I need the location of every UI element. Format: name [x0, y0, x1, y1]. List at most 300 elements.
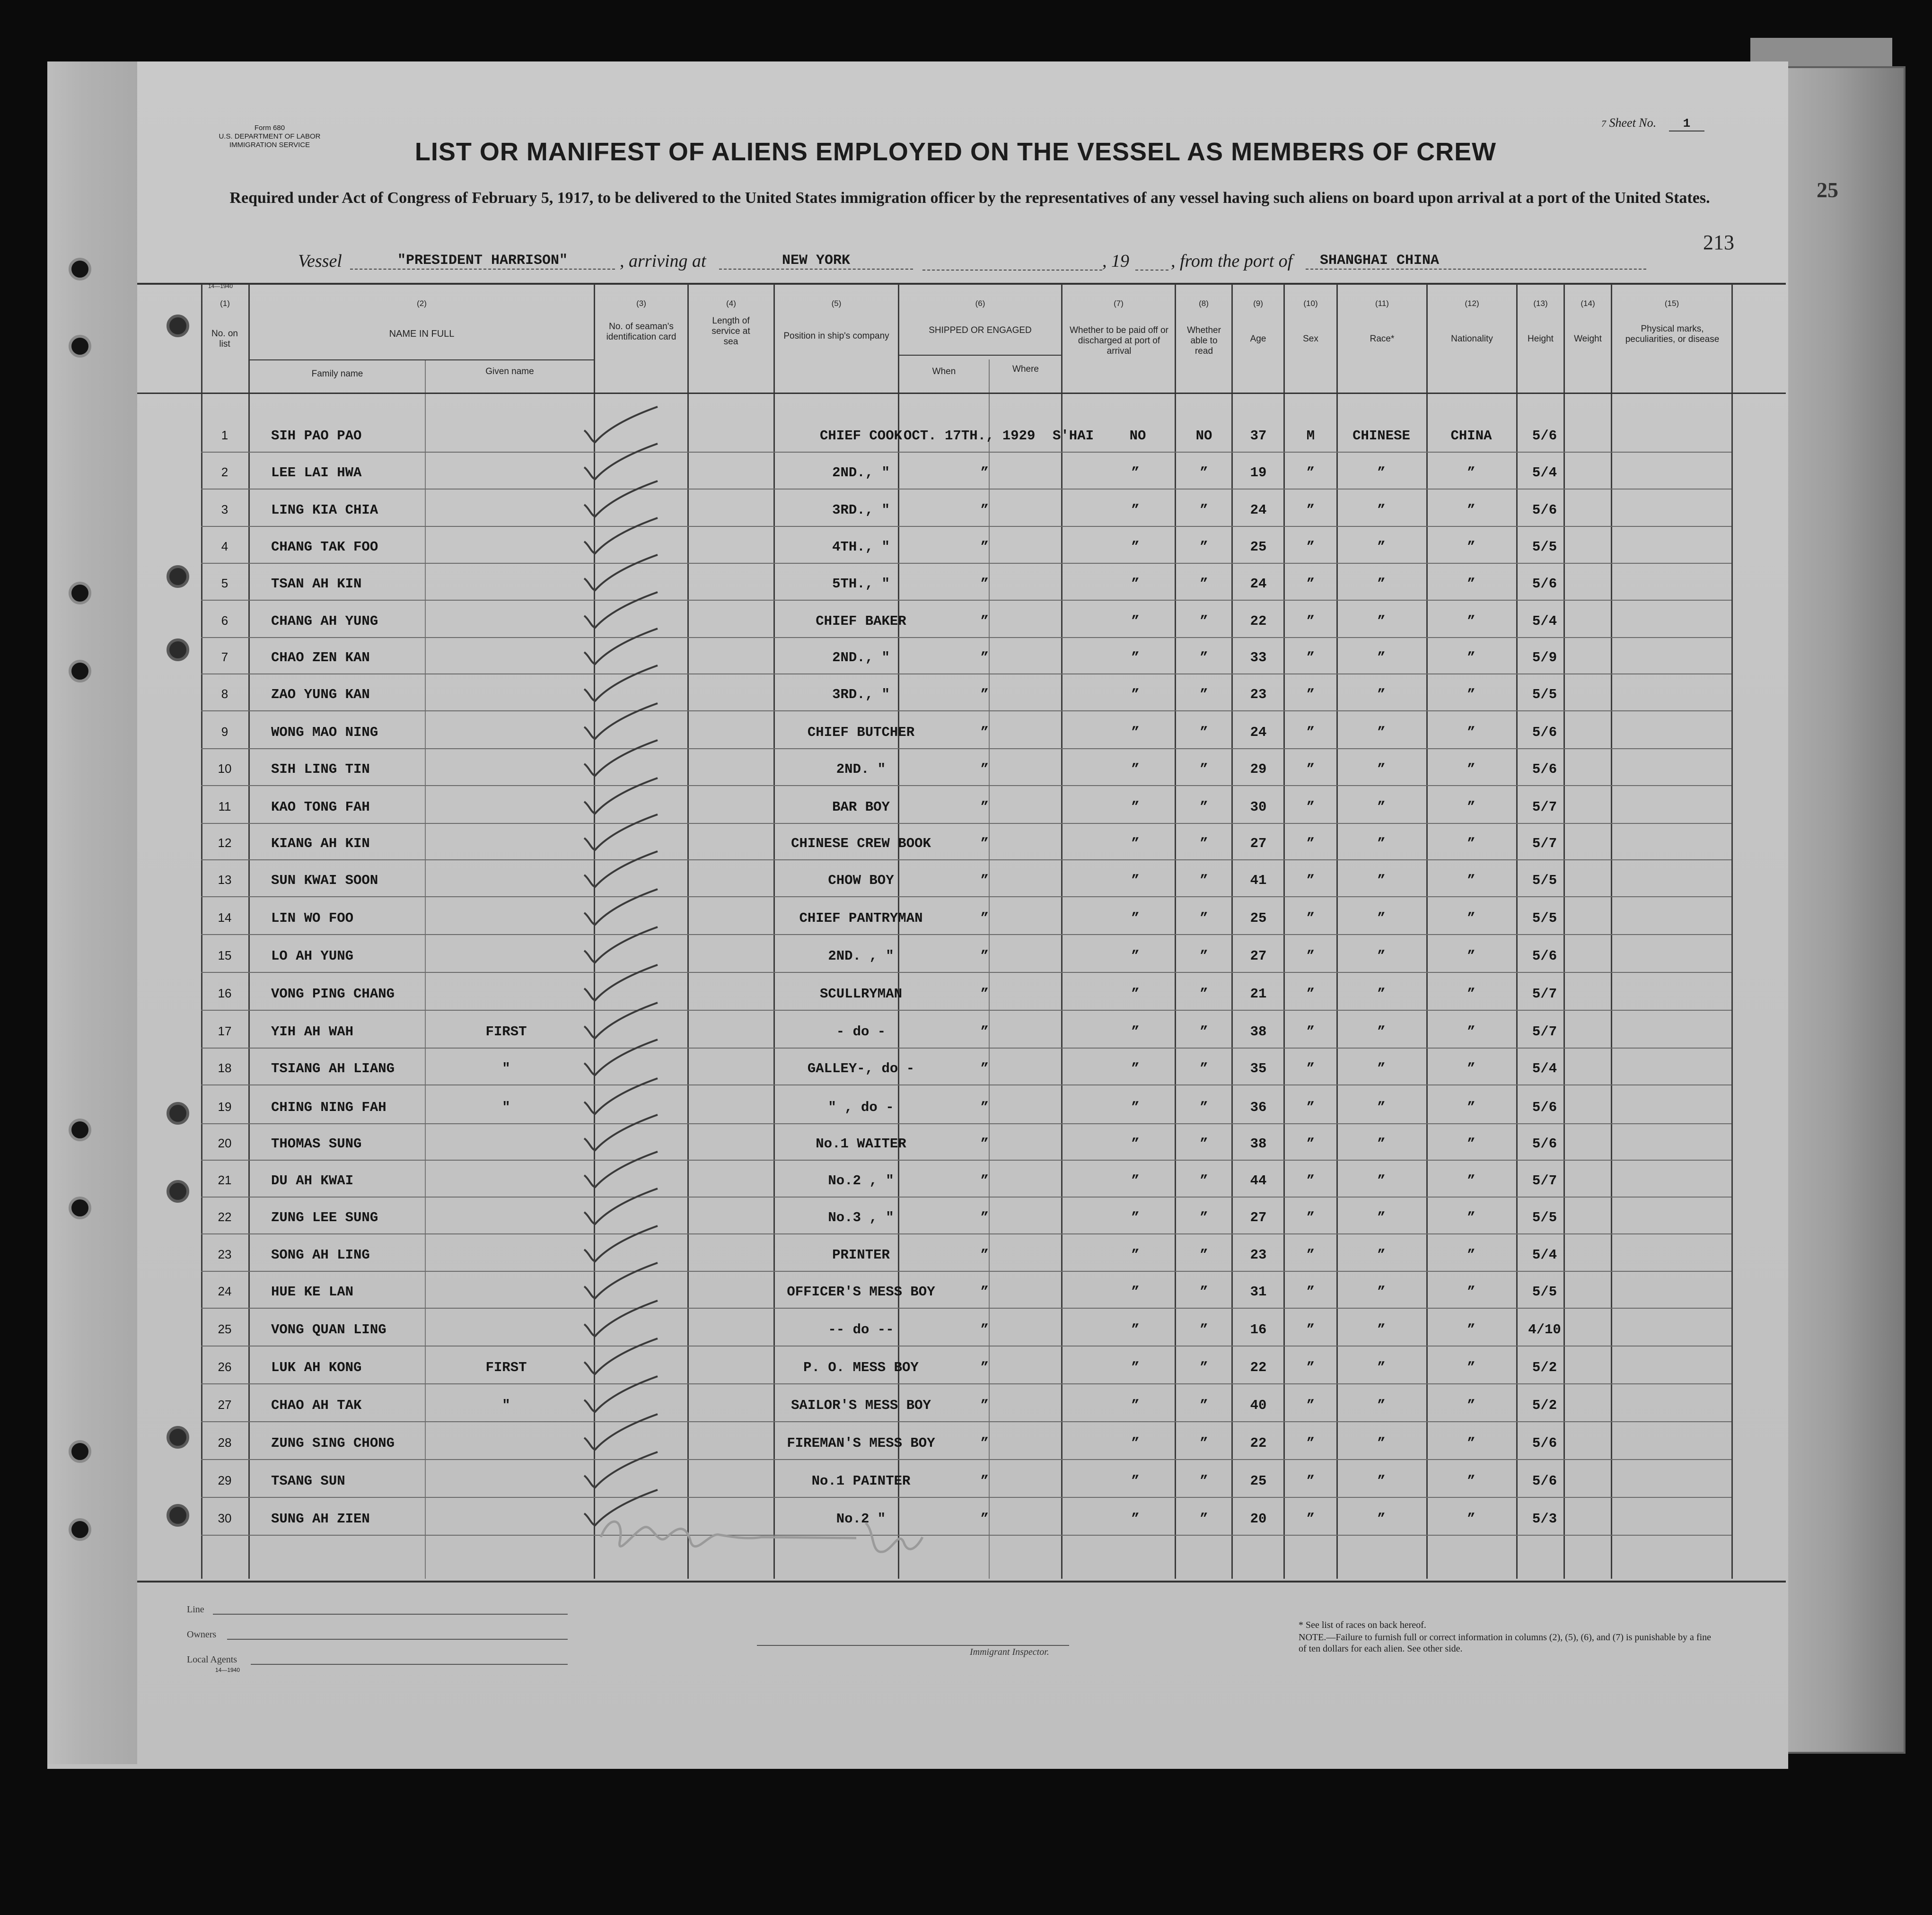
row-height: 5/7 [1532, 799, 1557, 815]
row-divider [201, 563, 1731, 564]
row-height: 5/3 [1532, 1511, 1557, 1527]
row-sex: ” [1306, 836, 1315, 851]
row-when: ” [980, 650, 989, 665]
row-age: 25 [1250, 1473, 1267, 1489]
row-sex: ” [1306, 1100, 1315, 1115]
row-paid-off: ” [1131, 799, 1140, 815]
row-name: SIH PAO PAO [271, 428, 362, 444]
row-age: 22 [1250, 1435, 1267, 1451]
row-age: 22 [1250, 1360, 1267, 1375]
row-nationality: ” [1467, 986, 1475, 1002]
row-divider [201, 1459, 1731, 1460]
row-name: TSAN AH KIN [271, 576, 362, 592]
row-no: 9 [221, 725, 228, 739]
col-label-no: No. on list [211, 329, 238, 349]
column-divider [989, 359, 990, 1579]
row-nationality: ” [1467, 1435, 1475, 1451]
row-read: ” [1200, 465, 1208, 481]
row-paid-off: ” [1131, 910, 1140, 926]
row-divider [201, 1308, 1731, 1309]
row-when: ” [980, 687, 989, 702]
row-height: 5/5 [1532, 1284, 1557, 1300]
row-paid-off: ” [1131, 1247, 1140, 1263]
row-no: 7 [221, 650, 228, 664]
row-name: ZAO YUNG KAN [271, 687, 370, 702]
row-no: 18 [218, 1061, 232, 1075]
row-when: ” [980, 576, 989, 592]
row-no: 21 [218, 1173, 232, 1187]
row-paid-off: ” [1131, 650, 1140, 665]
row-height: 5/6 [1532, 1100, 1557, 1115]
row-position: SCULLRYMAN [819, 986, 903, 1002]
row-age: 16 [1250, 1322, 1267, 1338]
vessel-label: Vessel [298, 251, 342, 271]
row-nationality: ” [1467, 1136, 1475, 1152]
row-race: ” [1377, 539, 1386, 555]
row-race: ” [1377, 1511, 1386, 1527]
row-divider [201, 1497, 1731, 1498]
row-no: 10 [218, 761, 232, 776]
punch-hole [69, 335, 91, 358]
row-name: CHAO ZEN KAN [271, 650, 370, 665]
row-divider [201, 823, 1731, 824]
row-height: 5/4 [1532, 1247, 1557, 1263]
row-paid-off: ” [1131, 1473, 1140, 1489]
punch-hole [69, 1119, 91, 1141]
row-when: ” [980, 1360, 989, 1375]
footer-line-label: Line [187, 1604, 204, 1615]
row-height: 5/6 [1532, 725, 1557, 740]
row-divider [201, 1535, 1731, 1536]
row-age: 38 [1250, 1136, 1267, 1152]
row-no: 11 [218, 799, 231, 813]
check-mark-icon [577, 1037, 667, 1080]
row-position: 3RD., " [832, 502, 890, 518]
row-age: 37 [1250, 428, 1267, 444]
row-position: No.3 , " [828, 1210, 894, 1225]
row-given: " [502, 1061, 510, 1076]
row-when: ” [980, 1284, 989, 1300]
column-divider [1283, 284, 1285, 1579]
row-name: LO AH YUNG [271, 948, 354, 964]
row-sex: ” [1306, 986, 1315, 1002]
col-label-id-card: No. of seaman's identification card [606, 322, 676, 342]
row-position: No.2 , " [828, 1173, 894, 1189]
row-position: CHIEF PANTRYMAN [799, 910, 923, 926]
row-where: S'HAI [1053, 428, 1094, 444]
row-sex: ” [1306, 1360, 1315, 1375]
row-nationality: ” [1467, 910, 1475, 926]
punch-hole [69, 258, 91, 280]
row-sex: ” [1306, 1473, 1315, 1489]
row-when: ” [980, 613, 989, 629]
row-divider [201, 1160, 1731, 1161]
row-no: 6 [221, 613, 228, 628]
row-read: ” [1200, 502, 1208, 518]
row-position: 5TH., " [832, 576, 890, 592]
row-age: 19 [1250, 465, 1267, 481]
row-race: ” [1377, 687, 1386, 702]
row-when: ” [980, 761, 989, 777]
row-name: TSIANG AH LIANG [271, 1061, 395, 1076]
header-divider [898, 355, 1061, 356]
check-mark-icon [577, 701, 667, 743]
row-sex: ” [1306, 1435, 1315, 1451]
check-mark-icon [577, 516, 667, 558]
row-race: ” [1377, 1100, 1386, 1115]
row-nationality: ” [1467, 1173, 1475, 1189]
row-paid-off: ” [1131, 1210, 1140, 1225]
row-read: ” [1200, 1100, 1208, 1115]
row-divider [201, 1048, 1731, 1049]
col-label-name: NAME IN FULL [389, 329, 455, 339]
row-sex: ” [1306, 1024, 1315, 1040]
row-height: 5/5 [1532, 910, 1557, 926]
row-paid-off: ” [1131, 1136, 1140, 1152]
row-height: 5/5 [1532, 539, 1557, 555]
row-position: 2ND. , " [828, 948, 894, 964]
from-port-label: , from the port of [1171, 251, 1293, 271]
row-divider [201, 896, 1731, 897]
row-no: 22 [218, 1210, 232, 1224]
row-no: 14 [218, 910, 232, 925]
row-sex: ” [1306, 1061, 1315, 1076]
row-given: " [502, 1398, 510, 1413]
row-name: LEE LAI HWA [271, 465, 362, 481]
col-num: (1) [220, 299, 230, 308]
manifest-title: LIST OR MANIFEST OF ALIENS EMPLOYED ON THE VESSEL AS MEMBERS OF CREW [414, 138, 1497, 166]
row-age: 21 [1250, 986, 1267, 1002]
row-height: 5/7 [1532, 836, 1557, 851]
row-no: 12 [218, 836, 232, 850]
row-divider [201, 1346, 1731, 1347]
row-nationality: ” [1467, 836, 1475, 851]
row-read: ” [1200, 1247, 1208, 1263]
row-nationality: ” [1467, 799, 1475, 815]
row-name: SUNG AH ZIEN [271, 1511, 370, 1527]
column-divider [1231, 284, 1233, 1579]
row-sex: ” [1306, 1398, 1315, 1413]
check-mark-icon [577, 849, 667, 892]
row-divider [201, 972, 1731, 973]
row-no: 15 [218, 948, 232, 962]
row-age: 31 [1250, 1284, 1267, 1300]
row-name: VONG QUAN LING [271, 1322, 386, 1338]
row-name: CHAO AH TAK [271, 1398, 362, 1413]
header-bottom [137, 393, 1786, 394]
row-read: ” [1200, 948, 1208, 964]
row-when: ” [980, 1473, 989, 1489]
row-read: ” [1200, 650, 1208, 665]
col-label-paid-off: Whether to be paid off or discharged at port of arrival [1070, 325, 1168, 356]
row-sex: ” [1306, 1210, 1315, 1225]
row-nationality: ” [1467, 539, 1475, 555]
column-divider [1731, 284, 1733, 1579]
row-paid-off: ” [1131, 761, 1140, 777]
row-divider [201, 600, 1731, 601]
check-mark-icon [577, 738, 667, 780]
row-sex: ” [1306, 650, 1315, 665]
row-race: ” [1377, 948, 1386, 964]
col-num: (10) [1303, 299, 1318, 308]
row-position: SAILOR'S MESS BOY [791, 1398, 931, 1413]
row-position: - do - [836, 1024, 886, 1040]
row-name: ZUNG LEE SUNG [271, 1210, 378, 1225]
row-no: 28 [218, 1435, 232, 1450]
col-num: (12) [1465, 299, 1479, 308]
row-when: ” [980, 1100, 989, 1115]
row-paid-off: ” [1131, 948, 1140, 964]
row-sex: ” [1306, 687, 1315, 702]
row-height: 5/6 [1532, 1435, 1557, 1451]
check-mark-icon [577, 552, 667, 595]
col-num: (15) [1664, 299, 1679, 308]
col-num: (4) [726, 299, 736, 308]
row-name: THOMAS SUNG [271, 1136, 362, 1152]
row-read: ” [1200, 1511, 1208, 1527]
row-no: 3 [221, 502, 228, 516]
check-mark-icon [577, 1000, 667, 1043]
binding-margin [47, 61, 137, 1764]
row-no: 2 [221, 465, 228, 479]
punch-hole [69, 1518, 91, 1541]
row-divider [201, 859, 1731, 860]
row-age: 25 [1250, 539, 1267, 555]
row-when: ” [980, 1247, 989, 1263]
sheet-number: 1 [1669, 116, 1705, 131]
row-divider [201, 1084, 1731, 1085]
row-no: 25 [218, 1322, 232, 1336]
column-divider [1426, 284, 1428, 1579]
row-sex: ” [1306, 502, 1315, 518]
row-divider [201, 1123, 1731, 1124]
row-divider [201, 710, 1731, 711]
check-mark-icon [577, 441, 667, 484]
row-sex: ” [1306, 761, 1315, 777]
row-paid-off: ” [1131, 1360, 1140, 1375]
row-race: ” [1377, 1473, 1386, 1489]
row-when: ” [980, 836, 989, 851]
row-race: ” [1377, 910, 1386, 926]
row-when: ” [980, 1210, 989, 1225]
col-num: (11) [1375, 299, 1389, 308]
row-nationality: ” [1467, 1024, 1475, 1040]
check-mark-icon [577, 1336, 667, 1379]
sheet-label: Sheet No. [1609, 116, 1657, 130]
row-divider [201, 1383, 1731, 1384]
row-no: 8 [221, 687, 228, 701]
row-race: ” [1377, 1360, 1386, 1375]
footer-agents-blank [251, 1664, 568, 1665]
row-sex: ” [1306, 873, 1315, 888]
row-height: 5/7 [1532, 986, 1557, 1002]
check-mark-icon [577, 1112, 667, 1155]
row-divider [201, 673, 1731, 674]
row-position: 2ND., " [832, 465, 890, 481]
row-paid-off: ” [1131, 725, 1140, 740]
row-name: VONG PING CHANG [271, 986, 395, 1002]
row-paid-off: ” [1131, 1398, 1140, 1413]
row-position: No.1 WAITER [816, 1136, 906, 1152]
row-when: ” [980, 948, 989, 964]
inspector-line [757, 1645, 1069, 1646]
year-blank [1135, 270, 1168, 271]
row-race: ” [1377, 1173, 1386, 1189]
row-read: ” [1200, 539, 1208, 555]
row-name: LIN WO FOO [271, 910, 354, 926]
row-sex: ” [1306, 1136, 1315, 1152]
col-num: (9) [1253, 299, 1263, 308]
col-label-family: Family name [311, 369, 363, 379]
col-label-when: When [932, 367, 956, 376]
row-height: 5/6 [1532, 948, 1557, 964]
row-paid-off: ” [1131, 539, 1140, 555]
row-name: SONG AH LING [271, 1247, 370, 1263]
row-read: ” [1200, 1322, 1208, 1338]
header-divider [248, 359, 594, 360]
row-position: No.2 " [836, 1511, 886, 1527]
manifest-subtitle: Required under Act of Congress of February 5, 1917, to be delivered to the United States immigration officer by the representatives of any vessel having such aliens on board upon arrival at a port of the United States. [229, 189, 1710, 207]
row-read: ” [1200, 613, 1208, 629]
row-nationality: ” [1467, 613, 1475, 629]
col-label-given: Given name [485, 367, 534, 376]
row-read: ” [1200, 986, 1208, 1002]
footnote-note: NOTE.—Failure to furnish full or correct information in columns (2), (5), (6), and (7) is punishable by a fine of ten dollars for each alien. See other side. [1299, 1632, 1712, 1654]
col-label-service: Length of service at sea [711, 316, 750, 347]
row-when: ” [980, 799, 989, 815]
column-divider [1516, 284, 1518, 1579]
column-divider [201, 284, 202, 1579]
row-position: CHIEF BAKER [816, 613, 906, 629]
check-mark-icon [577, 1298, 667, 1341]
row-race: ” [1377, 1398, 1386, 1413]
row-name: KAO TONG FAH [271, 799, 370, 815]
row-age: 24 [1250, 502, 1267, 518]
row-height: 5/6 [1532, 1473, 1557, 1489]
row-when: ” [980, 539, 989, 555]
row-position: GALLEY-, do - [807, 1061, 915, 1076]
row-when: ” [980, 1435, 989, 1451]
row-nationality: ” [1467, 761, 1475, 777]
row-name: HUE KE LAN [271, 1284, 354, 1300]
row-race: ” [1377, 1024, 1386, 1040]
row-nationality: ” [1467, 873, 1475, 888]
page-number: 213 [1703, 231, 1734, 254]
check-mark-icon [577, 925, 667, 967]
row-sex: ” [1306, 1284, 1315, 1300]
row-nationality: ” [1467, 1511, 1475, 1527]
check-mark-icon [577, 626, 667, 669]
row-height: 5/4 [1532, 1061, 1557, 1076]
row-sex: ” [1306, 799, 1315, 815]
row-height: 5/6 [1532, 576, 1557, 592]
row-no: 16 [218, 986, 232, 1000]
check-mark-icon [577, 1224, 667, 1266]
row-nationality: ” [1467, 502, 1475, 518]
row-name: KIANG AH KIN [271, 836, 370, 851]
row-race: ” [1377, 761, 1386, 777]
row-race: ” [1377, 725, 1386, 740]
row-paid-off: ” [1131, 836, 1140, 851]
row-read: ” [1200, 1473, 1208, 1489]
row-name: WONG MAO NING [271, 725, 378, 740]
row-no: 20 [218, 1136, 232, 1150]
row-height: 5/2 [1532, 1360, 1557, 1375]
col-label-nationality: Nationality [1451, 334, 1493, 344]
row-sex: ” [1306, 465, 1315, 481]
row-position: No.1 PAINTER [811, 1473, 911, 1489]
row-read: ” [1200, 576, 1208, 592]
col-num: (3) [636, 299, 646, 308]
row-sex: ” [1306, 1322, 1315, 1338]
row-paid-off: ” [1131, 1061, 1140, 1076]
row-divider [201, 489, 1731, 490]
row-when: ” [980, 1173, 989, 1189]
column-divider [248, 284, 250, 1579]
row-race: ” [1377, 799, 1386, 815]
row-nationality: ” [1467, 1210, 1475, 1225]
row-nationality: ” [1467, 1284, 1475, 1300]
row-divider [201, 452, 1731, 453]
row-no: 1 [221, 428, 228, 442]
col-label-read: Whether able to read [1187, 325, 1221, 356]
row-height: 5/6 [1532, 1136, 1557, 1152]
row-when: OCT. 17TH., 1929 [904, 428, 1036, 444]
row-paid-off: ” [1131, 986, 1140, 1002]
row-position: FIREMAN'S MESS BOY [787, 1435, 935, 1451]
check-mark-icon [577, 1412, 667, 1454]
row-read: ” [1200, 1284, 1208, 1300]
row-height: 5/9 [1532, 650, 1557, 665]
row-age: 36 [1250, 1100, 1267, 1115]
row-name: LUK AH KONG [271, 1360, 362, 1375]
row-name: TSANG SUN [271, 1473, 345, 1489]
row-nationality: ” [1467, 576, 1475, 592]
row-race: ” [1377, 836, 1386, 851]
arriving-port: NEW YORK [719, 253, 913, 270]
row-race: ” [1377, 465, 1386, 481]
row-height: 5/2 [1532, 1398, 1557, 1413]
row-sex: ” [1306, 1511, 1315, 1527]
row-age: 40 [1250, 1398, 1267, 1413]
col-num: (2) [417, 299, 427, 308]
row-name: ZUNG SING CHONG [271, 1435, 395, 1451]
row-read: ” [1200, 687, 1208, 702]
col-label-where: Where [1012, 364, 1039, 374]
row-age: 44 [1250, 1173, 1267, 1189]
row-paid-off: NO [1129, 428, 1146, 444]
row-when: ” [980, 1061, 989, 1076]
row-age: 24 [1250, 576, 1267, 592]
row-read: ” [1200, 1061, 1208, 1076]
row-paid-off: ” [1131, 1024, 1140, 1040]
row-name: CHANG TAK FOO [271, 539, 378, 555]
row-divider [201, 785, 1731, 786]
row-age: 23 [1250, 1247, 1267, 1263]
footnote-star: * See list of races on back hereof. [1299, 1620, 1426, 1630]
row-nationality: ” [1467, 687, 1475, 702]
row-when: ” [980, 1136, 989, 1152]
row-nationality: ” [1467, 650, 1475, 665]
punch-hole [69, 1197, 91, 1219]
row-sex: ” [1306, 1247, 1315, 1263]
row-divider [201, 1010, 1731, 1011]
row-nationality: ” [1467, 1322, 1475, 1338]
row-no: 27 [218, 1398, 232, 1412]
col-num: (5) [831, 299, 842, 308]
form-number: Form 680 [254, 124, 285, 132]
row-position: P. O. MESS BOY [803, 1360, 919, 1375]
